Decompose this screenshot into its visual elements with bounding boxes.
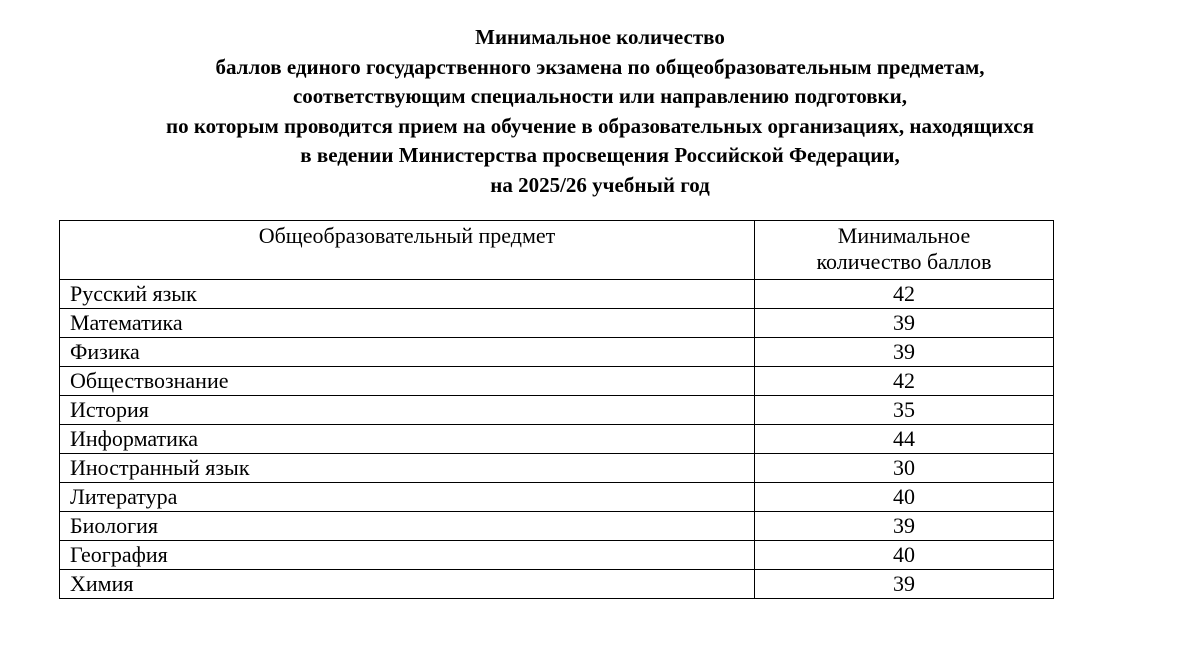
table-row [60, 512, 1054, 541]
table-row [60, 541, 1054, 570]
minimum-scores-table [59, 220, 1054, 599]
table-header-row [60, 221, 1054, 280]
title-line: соответствующим специальности или направлению подготовки, [292, 84, 908, 108]
subject-cell: Химия [60, 570, 755, 599]
score-cell: 39 [755, 570, 1054, 599]
header-min-score-line2: количество баллов [816, 249, 992, 274]
subject-cell: Информатика [60, 425, 755, 454]
subject-cell: Биология [60, 512, 755, 541]
table-row [60, 367, 1054, 396]
title-line: баллов единого государственного экзамена по общеобразовательным предметам, [215, 54, 985, 79]
score-cell: 35 [755, 396, 1054, 425]
title-line: в ведении Министерства просвещения Российской Федерации, [300, 143, 900, 167]
document-title [0, 23, 1200, 200]
title-line: Минимальное количество [475, 25, 725, 49]
header-min-score [755, 221, 1054, 280]
subject-cell: Обществознание [60, 367, 755, 396]
score-cell: 39 [755, 309, 1054, 338]
score-cell: 30 [755, 454, 1054, 483]
table-row [60, 570, 1054, 599]
subject-cell: Математика [60, 309, 755, 338]
score-cell: 42 [755, 280, 1054, 309]
subject-cell: Иностранный язык [60, 454, 755, 483]
table-row [60, 396, 1054, 425]
score-cell: 42 [755, 367, 1054, 396]
header-subject: Общеобразовательный предмет [60, 221, 755, 280]
header-min-score-line1: Минимальное [837, 223, 971, 248]
title-line: на 2025/26 учебный год [490, 172, 710, 197]
score-cell: 40 [755, 483, 1054, 512]
subject-cell: Физика [60, 338, 755, 367]
table-row [60, 309, 1054, 338]
subject-cell: География [60, 541, 755, 570]
score-cell: 39 [755, 512, 1054, 541]
score-cell: 44 [755, 425, 1054, 454]
score-cell: 40 [755, 541, 1054, 570]
table-row [60, 483, 1054, 512]
subject-cell: Литература [60, 483, 755, 512]
subject-cell: Русский язык [60, 280, 755, 309]
table-row [60, 425, 1054, 454]
subject-cell: История [60, 396, 755, 425]
table-row [60, 280, 1054, 309]
score-cell: 39 [755, 338, 1054, 367]
table-row [60, 454, 1054, 483]
title-line: по которым проводится прием на обучение в образовательных организациях, находящихся [165, 113, 1034, 138]
table-row [60, 338, 1054, 367]
